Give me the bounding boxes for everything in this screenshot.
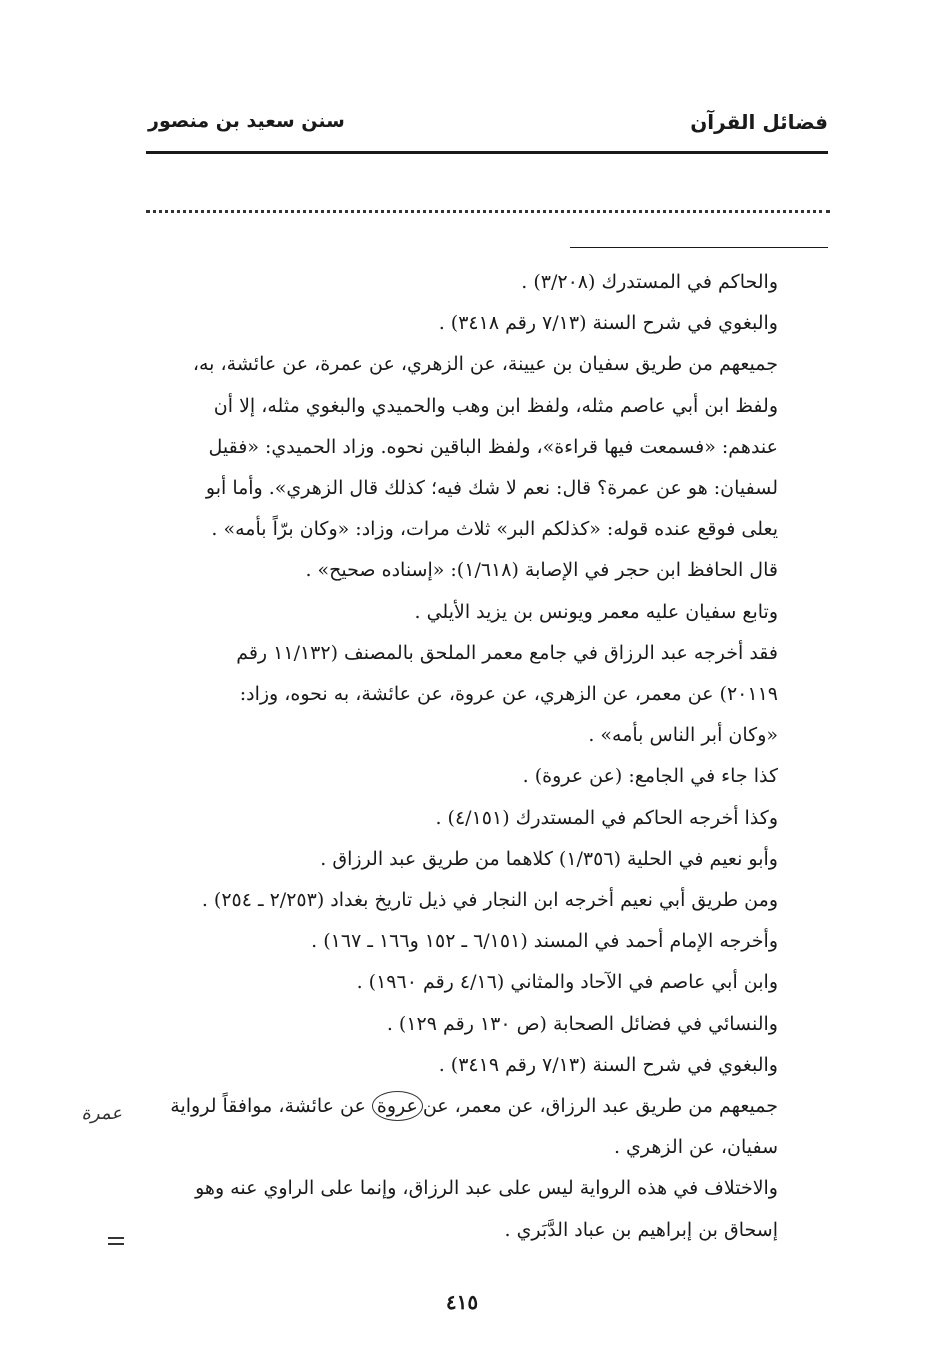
series-title: سنن سعيد بن منصور	[148, 110, 345, 132]
margin-equals-mark	[108, 1237, 124, 1247]
text-line: «وكان أبر الناس بأمه» .	[588, 724, 778, 747]
dotted-separator	[146, 210, 830, 213]
text-line: قال الحافظ ابن حجر في الإصابة (١/٦١٨): «إسناده صحيح» .	[305, 559, 778, 582]
text-line: والبغوي في شرح السنة (٧/١٣ رقم ٣٤١٨) .	[438, 312, 778, 335]
footnote-rule	[570, 247, 828, 248]
text-line: كذا جاء في الجامع: (عن عروة) .	[522, 765, 778, 788]
text-line: والنسائي في فضائل الصحابة (ص ١٣٠ رقم ١٢٩) .	[386, 1012, 778, 1035]
text-line: يعلى فوقع عنده قوله: «كذلكم البر» ثلاث مرات، وزاد: «وكان برّاً بأمه» .	[211, 518, 778, 541]
text-line: وأبو نعيم في الحلية (١/٣٥٦) كلاهما من طريق عبد الرزاق .	[320, 847, 778, 870]
book-title: فضائل القرآن	[690, 110, 828, 134]
text-line: وأخرجه الإمام أحمد في المسند (٦/١٥١ ـ ١٥٢ و١٦٦ ـ ١٦٧) .	[311, 930, 778, 953]
text-line: فقد أخرجه عبد الرزاق في جامع معمر الملحق بالمصنف (١١/١٣٢ رقم	[236, 641, 778, 664]
text-line-with-circled-word	[128, 1086, 778, 1127]
text-line: سفيان، عن الزهري .	[613, 1136, 778, 1159]
text-line: جميعهم من طريق سفيان بن عيينة، عن الزهري، عن عمرة، عن عائشة، به،	[192, 353, 778, 376]
header-rule	[146, 151, 828, 154]
text-line: والبغوي في شرح السنة (٧/١٣ رقم ٣٤١٩) .	[438, 1053, 778, 1076]
text-line: لسفيان: هو عن عمرة؟ قال: نعم لا شك فيه؛ كذلك قال الزهري». وأما أبو	[205, 477, 778, 500]
footnote-body	[128, 262, 778, 1251]
text-line: وتابع سفيان عليه معمر ويونس بن يزيد الأيلي .	[414, 600, 778, 623]
text-line: وابن أبي عاصم في الآحاد والمثاني (٤/١٦ رقم ١٩٦٠) .	[356, 971, 778, 994]
text-line: ولفظ ابن أبي عاصم مثله، ولفظ ابن وهب والحميدي والبغوي مثله، إلا أن	[213, 394, 778, 417]
page-header	[148, 110, 828, 140]
text-line: ومن طريق أبي نعيم أخرجه ابن النجار في ذيل تاريخ بغداد (٢/٢٥٣ ـ ٢٥٤) .	[201, 889, 778, 912]
text-segment: عن عائشة، موافقاً لرواية	[170, 1095, 366, 1118]
text-line: والاختلاف في هذه الرواية ليس على عبد الرزاق، وإنما على الراوي عنه وهو	[195, 1177, 778, 1200]
text-segment: جميعهم من طريق عبد الرزاق، عن معمر، عن	[422, 1095, 778, 1118]
handwritten-margin-note: عمرة	[81, 1103, 122, 1124]
text-line: والحاكم في المستدرك (٣/٢٠٨) .	[521, 271, 778, 293]
text-line: إسحاق بن إبراهيم بن عباد الدَّبَري .	[504, 1218, 778, 1241]
text-line: وكذا أخرجه الحاكم في المستدرك (٤/١٥١) .	[435, 806, 778, 829]
text-line: ٢٠١١٩) عن معمر، عن الزهري، عن عروة، عن عائشة، به نحوه، وزاد:	[239, 683, 778, 706]
page-number: ٤١٥	[445, 1290, 479, 1314]
circled-word: عروة	[372, 1091, 423, 1121]
text-line: عندهم: «فسمعت فيها قراءة»، ولفظ الباقين نحوه. وزاد الحميدي: «فقيل	[208, 435, 778, 458]
